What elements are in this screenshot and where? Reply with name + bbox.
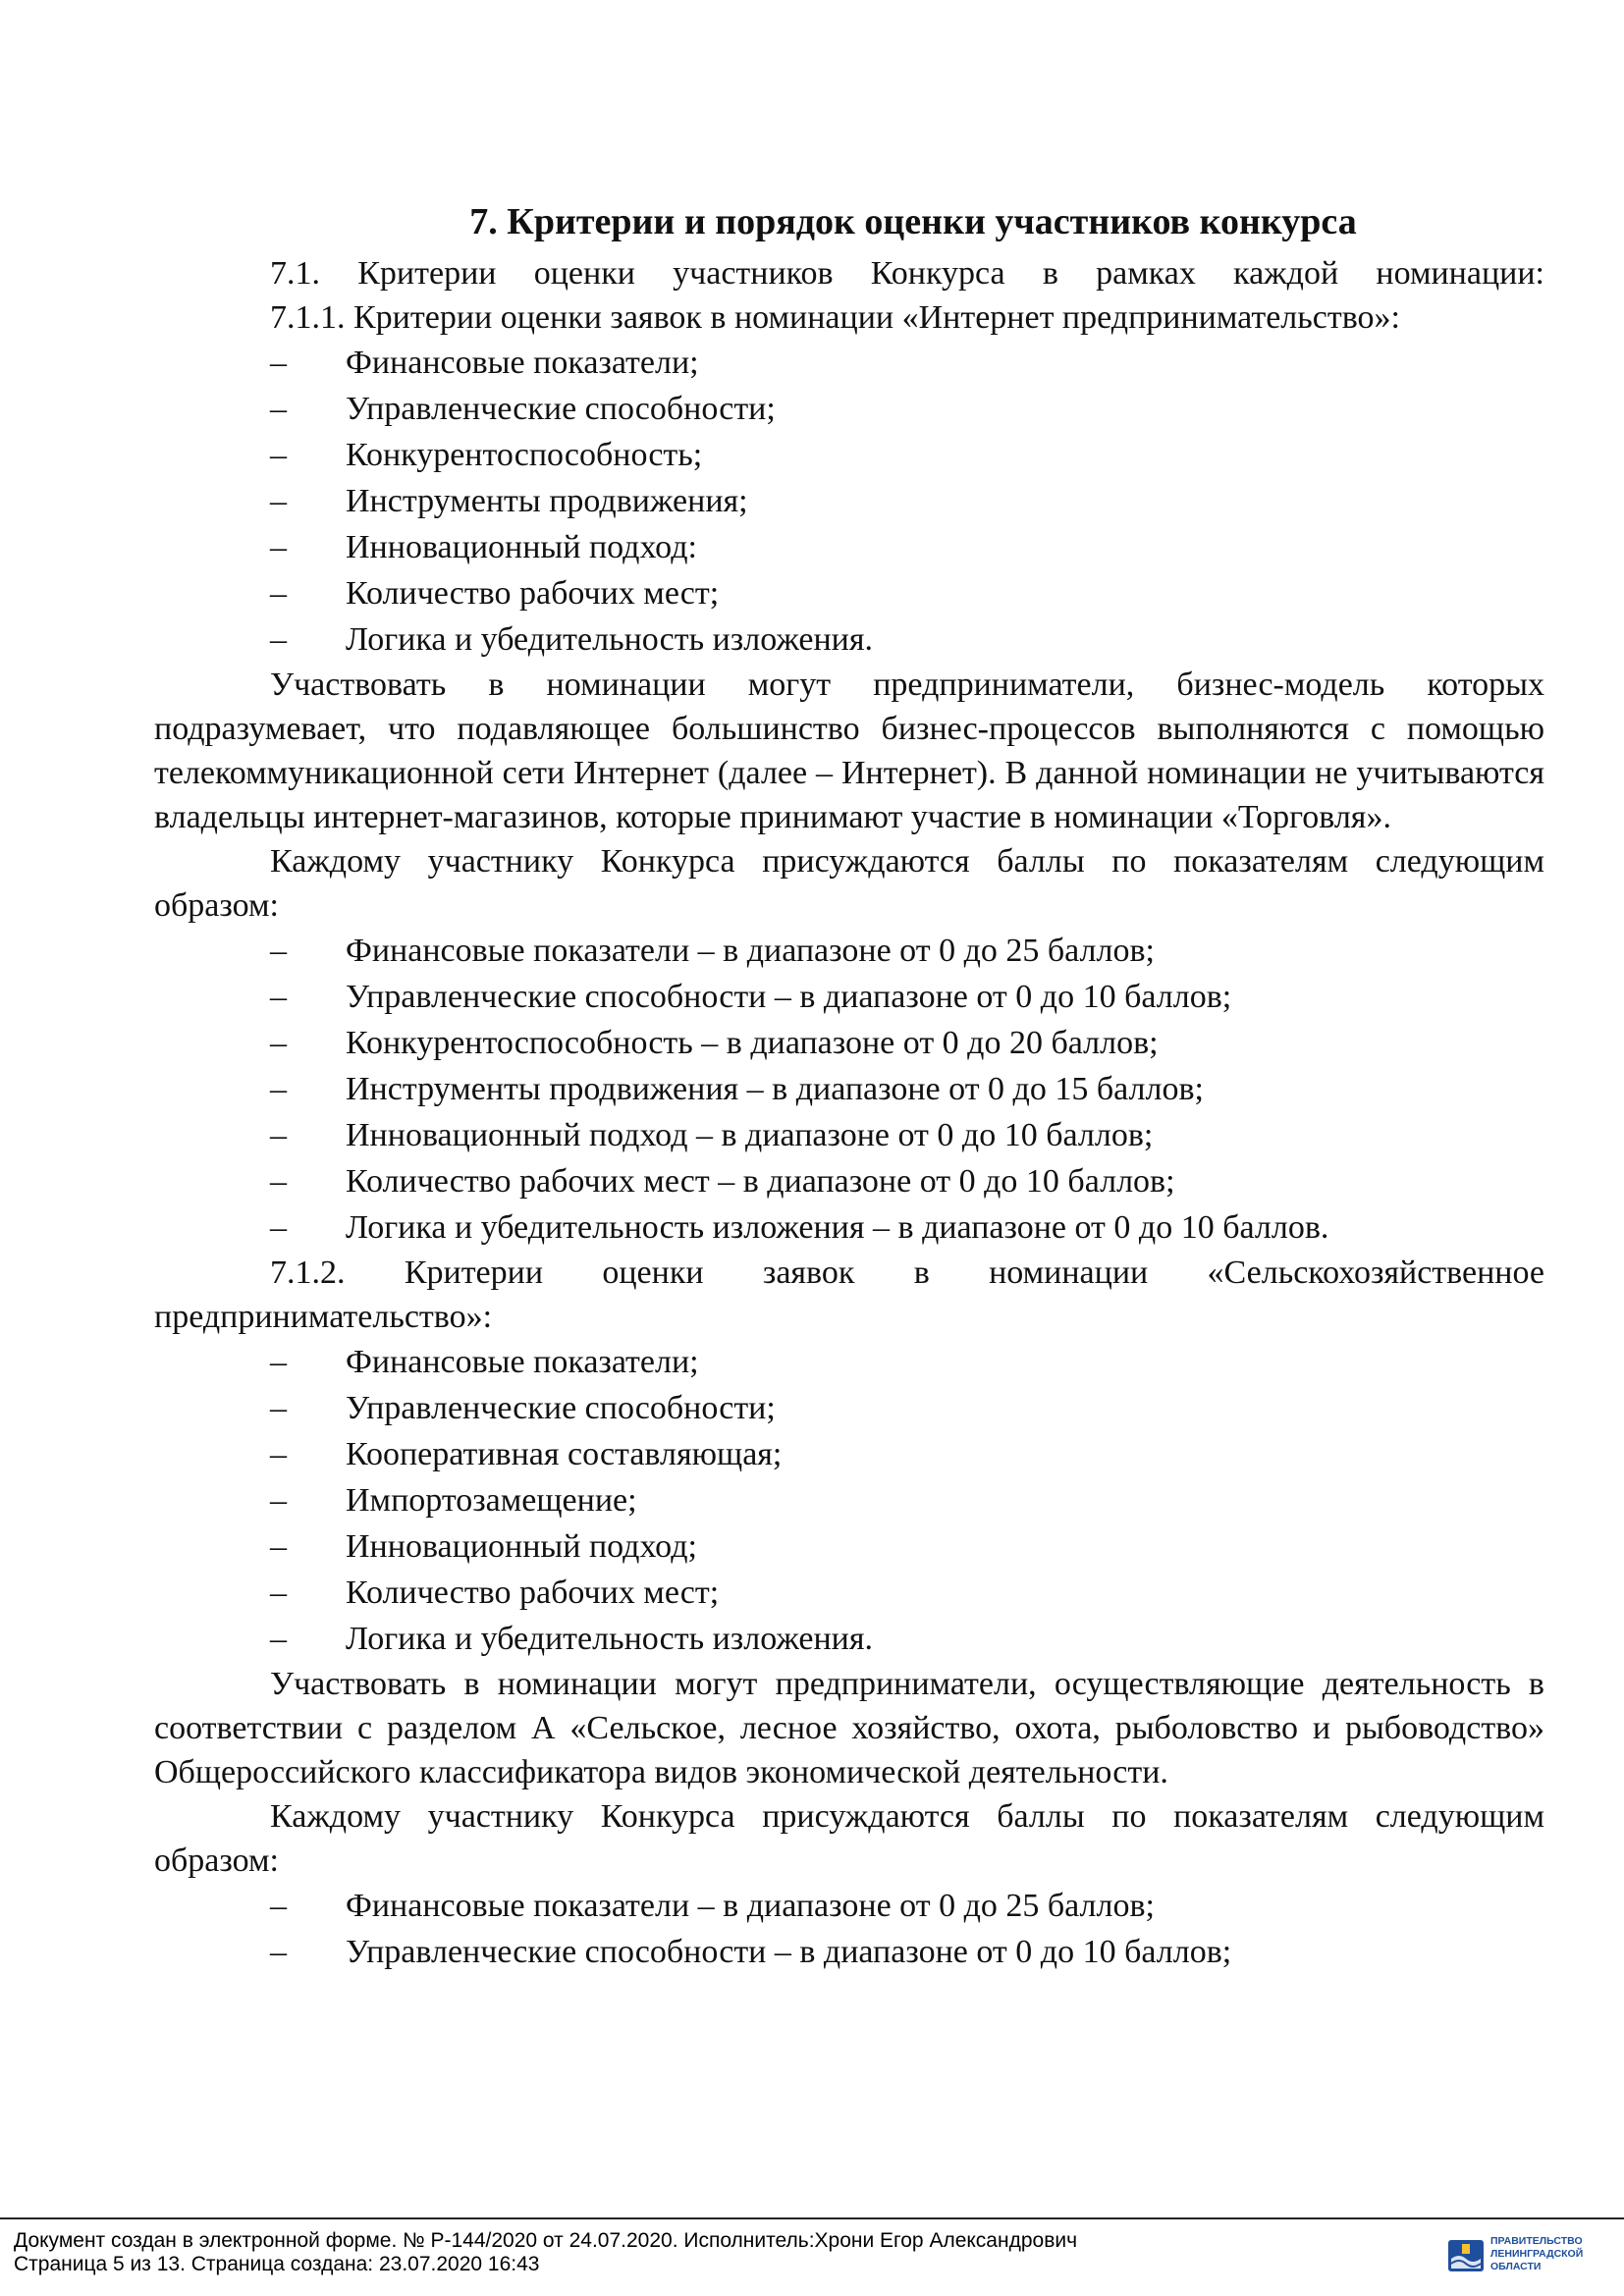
- list-item: – Инновационный подход – в диапазоне от 0 до 10 баллов;: [154, 1112, 1544, 1158]
- dash-marker: –: [270, 1344, 287, 1380]
- list-item: – Финансовые показатели – в диапазоне от 0 до 25 баллов;: [154, 1883, 1544, 1929]
- paragraph-points-intro: Каждому участнику Конкурса присуждаются баллы по показателям следующим образом:: [154, 843, 1544, 924]
- list-item: – Инструменты продвижения;: [154, 478, 1544, 524]
- paragraph-agri-participants: Участвовать в номинации могут предприниматели, осуществляющие деятельность в соответствии с разделом А «Сельское, лесное хозяйство, охота, рыболовство и рыбоводство» Общероссийского классификатора видов экономической деятельности.: [154, 1666, 1544, 1790]
- dash-marker: –: [270, 1888, 287, 1924]
- dash-marker: –: [270, 1071, 287, 1107]
- internet-criteria-list: [154, 340, 1544, 663]
- list-item: – Конкурентоспособность;: [154, 432, 1544, 478]
- dash-marker: –: [270, 529, 287, 565]
- dash-marker: –: [270, 1436, 287, 1472]
- dash-marker: –: [270, 1575, 287, 1611]
- dash-marker: –: [270, 345, 287, 381]
- dash-marker: –: [270, 1528, 287, 1565]
- dash-marker: –: [270, 1025, 287, 1061]
- dash-marker: –: [270, 1621, 287, 1657]
- logo-text: ПРАВИТЕЛЬСТВО ЛЕНИНГРАДСКОЙ ОБЛАСТИ: [1490, 2235, 1584, 2272]
- list-item: – Логика и убедительность изложения.: [154, 1616, 1544, 1662]
- dash-marker: –: [270, 1482, 287, 1519]
- paragraph-internet-participants: Участвовать в номинации могут предприниматели, бизнес-модель которых подразумевает, что подавляющее большинство бизнес-процессов выполняются с помощью телекоммуникационной сети Интернет (далее – Интернет). В данной номинации не учитываются владельцы интернет-магазинов, которые принимают участие в номинации «Торговля».: [154, 667, 1544, 835]
- list-item: – Логика и убедительность изложения.: [154, 616, 1544, 663]
- footer-divider: [0, 2217, 1624, 2219]
- government-logo: [1447, 2233, 1614, 2280]
- dash-marker: –: [270, 1390, 287, 1426]
- list-item: – Количество рабочих мест – в диапазоне от 0 до 10 баллов;: [154, 1158, 1544, 1204]
- list-item: – Финансовые показатели;: [154, 1339, 1544, 1385]
- dash-marker: –: [270, 1117, 287, 1153]
- document-body: [154, 192, 1544, 1975]
- dash-marker: –: [270, 979, 287, 1015]
- agri-criteria-list: [154, 1339, 1544, 1662]
- footer-document-info: Документ создан в электронной форме. № Р-144/2020 от 24.07.2020. Исполнитель:Хрони Егор Александрович: [14, 2229, 1078, 2252]
- list-item: – Инструменты продвижения – в диапазоне от 0 до 15 баллов;: [154, 1066, 1544, 1112]
- list-item: – Инновационный подход;: [154, 1523, 1544, 1570]
- list-item: – Количество рабочих мест;: [154, 570, 1544, 616]
- dash-marker: –: [270, 1163, 287, 1200]
- dash-marker: –: [270, 621, 287, 658]
- list-item: – Инновационный подход:: [154, 524, 1544, 570]
- list-item: – Управленческие способности – в диапазоне от 0 до 10 баллов;: [154, 974, 1544, 1020]
- dash-marker: –: [270, 483, 287, 519]
- list-item: – Кооперативная составляющая;: [154, 1431, 1544, 1477]
- list-item: – Управленческие способности;: [154, 386, 1544, 432]
- coat-of-arms-icon: [1447, 2239, 1485, 2272]
- list-item: – Управленческие способности – в диапазоне от 0 до 10 баллов;: [154, 1929, 1544, 1975]
- footer-page-info: Страница 5 из 13. Страница создана: 23.07.2020 16:43: [14, 2253, 540, 2275]
- paragraph-7-1: 7.1. Критерии оценки участников Конкурса в рамках каждой номинации:: [270, 255, 1544, 292]
- paragraph-7-1-2: 7.1.2. Критерии оценки заявок в номинации «Сельскохозяйственное предпринимательство»:: [154, 1255, 1544, 1335]
- dash-marker: –: [270, 575, 287, 612]
- dash-marker: –: [270, 391, 287, 427]
- list-item: – Количество рабочих мест;: [154, 1570, 1544, 1616]
- list-item: – Финансовые показатели – в диапазоне от 0 до 25 баллов;: [154, 928, 1544, 974]
- list-item: – Логика и убедительность изложения – в диапазоне от 0 до 10 баллов.: [154, 1204, 1544, 1251]
- agri-points-list: [154, 1883, 1544, 1975]
- dash-marker: –: [270, 437, 287, 473]
- list-item: – Импортозамещение;: [154, 1477, 1544, 1523]
- dash-marker: –: [270, 1934, 287, 1970]
- paragraph-points-intro: Каждому участнику Конкурса присуждаются баллы по показателям следующим образом:: [154, 1798, 1544, 1879]
- page-footer: [0, 2217, 1624, 2296]
- dash-marker: –: [270, 933, 287, 969]
- dash-marker: –: [270, 1209, 287, 1246]
- list-item: – Конкурентоспособность – в диапазоне от 0 до 20 баллов;: [154, 1020, 1544, 1066]
- section-title: 7. Критерии и порядок оценки участников конкурса: [469, 201, 1357, 242]
- list-item: – Управленческие способности;: [154, 1385, 1544, 1431]
- list-item: – Финансовые показатели;: [154, 340, 1544, 386]
- paragraph-7-1-1: 7.1.1. Критерии оценки заявок в номинации «Интернет предпринимательство»:: [270, 299, 1400, 336]
- internet-points-list: [154, 928, 1544, 1251]
